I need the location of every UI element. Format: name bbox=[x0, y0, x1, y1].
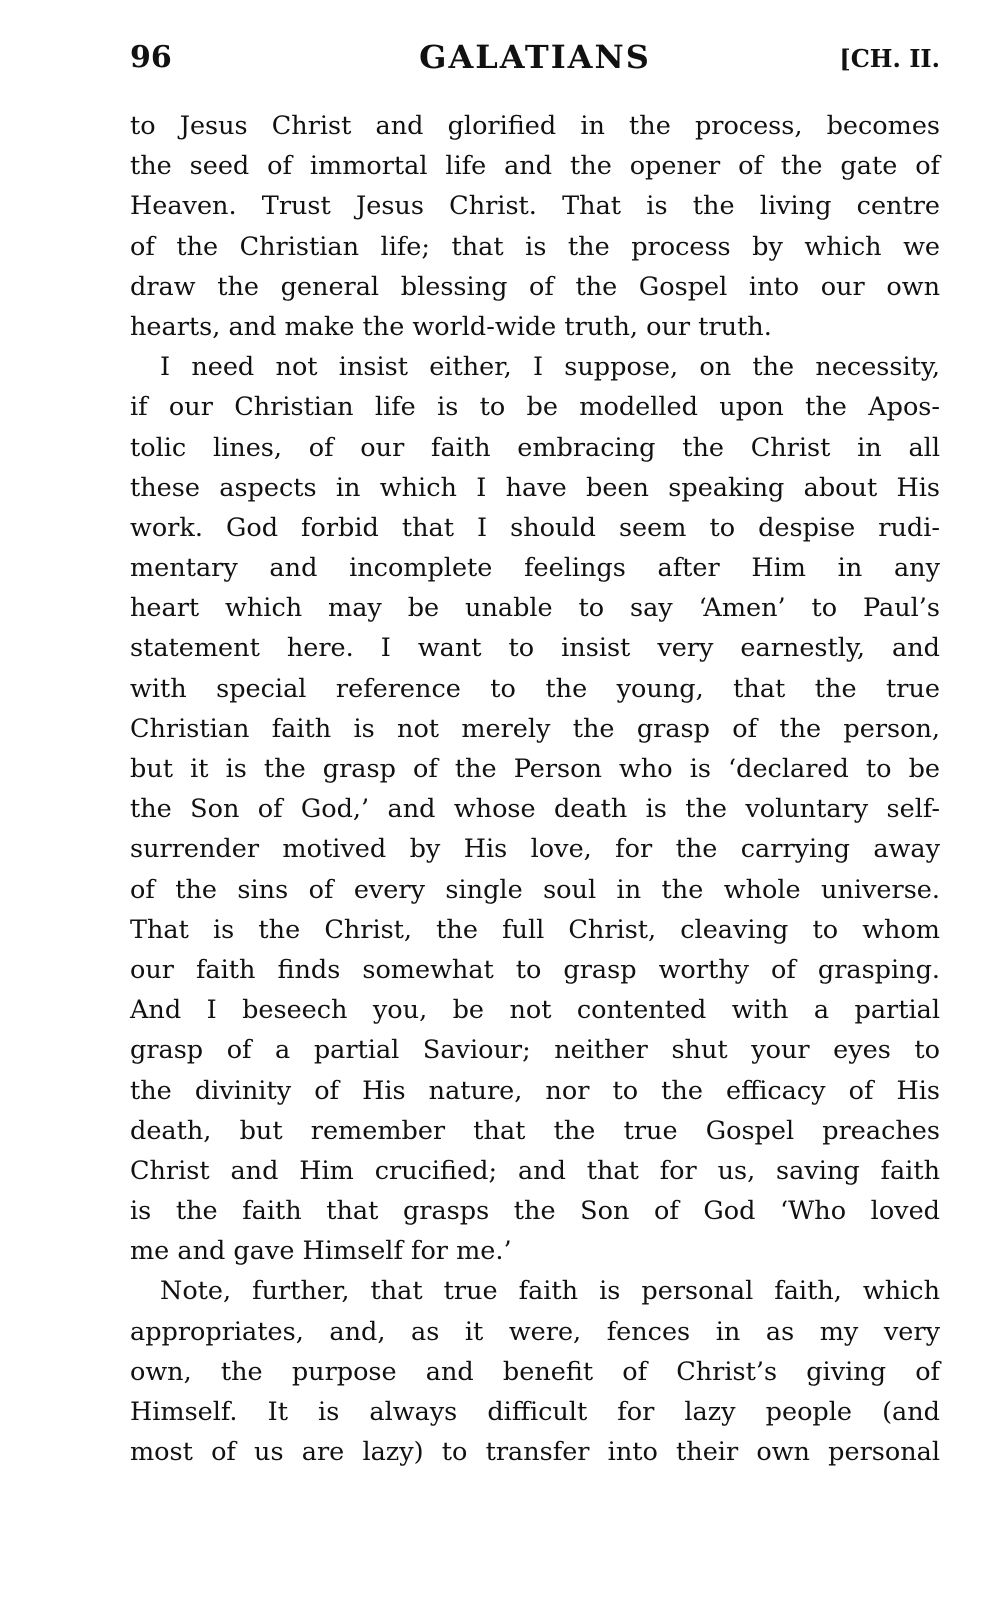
text-line: these aspects in which I have been speaking about His bbox=[130, 472, 940, 503]
text-line: Christ and Him crucified; and that for us, saving faith bbox=[130, 1155, 940, 1186]
text-line: the divinity of His nature, nor to the efficacy of His bbox=[130, 1075, 940, 1106]
text-line: Himself. It is always difficult for lazy people (and bbox=[130, 1397, 940, 1427]
text-line: is the faith that grasps the Son of God ‘Who loved bbox=[130, 1196, 940, 1227]
text-line: death, but remember that the true Gospel preaches bbox=[130, 1115, 940, 1146]
text-line: draw the general blessing of the Gospel into our own bbox=[130, 271, 940, 302]
page-number: 96 bbox=[130, 40, 172, 75]
running-title: GALATIANS bbox=[419, 38, 651, 76]
text-line: to Jesus Christ and glorified in the process, becomes bbox=[130, 111, 940, 141]
running-head bbox=[130, 36, 940, 86]
text-line: Heaven. Trust Jesus Christ. That is the living centre bbox=[130, 191, 940, 222]
text-line: hearts, and make the world-wide truth, our truth. bbox=[130, 311, 772, 342]
text-line: but it is the grasp of the Person who is ‘declared to be bbox=[130, 754, 940, 784]
text-line: mentary and incomplete feelings after Him in any bbox=[130, 553, 940, 584]
text-line: of the Christian life; that is the process by which we bbox=[130, 231, 940, 262]
paragraph-first-line: Note, further, that true faith is personal faith, which bbox=[160, 1276, 940, 1307]
text-line: surrender motived by His love, for the carrying away bbox=[130, 834, 940, 865]
text-line: with special reference to the young, that the true bbox=[130, 673, 940, 704]
text-line: the Son of God,’ and whose death is the voluntary self- bbox=[130, 794, 940, 825]
text-line: work. God forbid that I should seem to despise rudi- bbox=[130, 512, 940, 543]
text-line: grasp of a partial Saviour; neither shut your eyes to bbox=[130, 1035, 940, 1066]
text-line: tolic lines, of our faith embracing the Christ in all bbox=[130, 432, 940, 463]
text-line: our faith finds somewhat to grasp worthy of grasping. bbox=[130, 954, 940, 985]
body-text bbox=[130, 106, 940, 1472]
chapter-reference: [CH. II. bbox=[839, 44, 940, 73]
text-line: That is the Christ, the full Christ, cleaving to whom bbox=[130, 914, 940, 945]
text-line: most of us are lazy) to transfer into their own personal bbox=[130, 1437, 940, 1468]
text-line: if our Christian life is to be modelled upon the Apos- bbox=[130, 392, 940, 423]
text-line: Christian faith is not merely the grasp of the person, bbox=[130, 713, 940, 744]
paragraph-first-line: I need not insist either, I suppose, on the necessity, bbox=[160, 352, 940, 383]
text-line: And I beseech you, be not contented with a partial bbox=[130, 995, 940, 1026]
text-line: me and gave Himself for me.’ bbox=[130, 1236, 512, 1267]
text-line: heart which may be unable to say ‘Amen’ to Paul’s bbox=[130, 593, 940, 624]
text-line: of the sins of every single soul in the whole universe. bbox=[130, 874, 940, 905]
text-line: own, the purpose and benefit of Christ’s giving of bbox=[130, 1356, 940, 1387]
text-line: statement here. I want to insist very earnestly, and bbox=[130, 633, 940, 664]
text-line: appropriates, and, as it were, fences in as my very bbox=[130, 1316, 940, 1347]
text-line: the seed of immortal life and the opener of the gate of bbox=[130, 151, 940, 182]
